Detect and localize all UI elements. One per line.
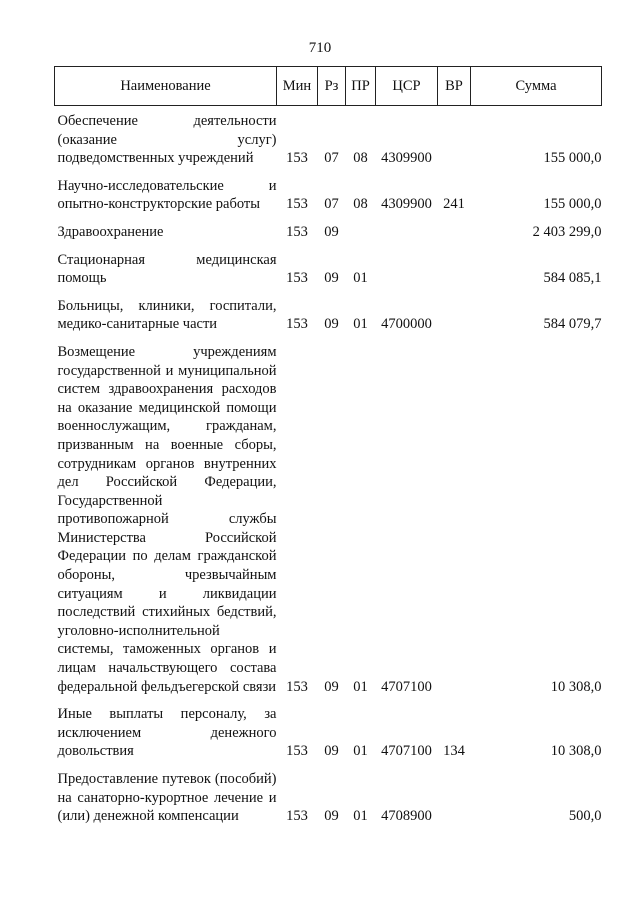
cell-name: Предоставление путевок (пособий) на санаторно-курортное лечение и (или) денежной компенсации	[57, 771, 277, 825]
cell-min: 153	[286, 270, 308, 287]
cell-vr	[438, 297, 471, 343]
cell-csr	[376, 251, 438, 297]
cell-csr: 4708900	[381, 808, 432, 825]
cell-sum: 584 079,7	[543, 316, 602, 333]
cell-rz: 07	[324, 150, 339, 167]
table-row	[55, 177, 602, 223]
header-csr: ЦСР	[376, 67, 438, 106]
cell-pr: 08	[353, 196, 368, 213]
table-row	[55, 343, 602, 705]
cell-csr: 4700000	[381, 316, 432, 333]
cell-sum: 155 000,0	[543, 150, 602, 167]
cell-rz: 09	[324, 223, 339, 240]
cell-name: Иные выплаты персоналу, за исключением денежного довольствия	[57, 706, 277, 760]
cell-name: Научно-исследовательские и опытно-конструкторские работы	[57, 177, 277, 213]
cell-name: Возмещение учреждениям государственной и муниципальной систем здравоохранения расходов на оказание медицинской помощи военнослужащим, гражданам, призванным на военные сборы, сотрудникам органов внутренних дел Российской Федерации, Государственной противопожарной службы Министерства Российской Федерации по делам гражданской обороны, чрезвычайным ситуациям и ликвидации последствий стихийных бедствий, уголовно-исполнительной системы, таможенных органов и лицам начальствующего состава федеральной фельдъегерской связи	[57, 343, 277, 695]
table-row	[55, 251, 602, 297]
cell-rz: 09	[324, 808, 339, 825]
cell-csr	[376, 223, 438, 251]
table-row	[55, 297, 602, 343]
table-row	[55, 770, 602, 835]
cell-name: Больницы, клиники, госпитали, медико-санитарные части	[57, 297, 277, 333]
cell-csr: 4707100	[381, 743, 432, 760]
table-row	[55, 705, 602, 770]
cell-min: 153	[286, 196, 308, 213]
cell-name: Обеспечение деятельности (оказание услуг) подведомственных учреждений	[57, 113, 277, 167]
header-name: Наименование	[55, 67, 277, 106]
cell-pr: 01	[353, 316, 368, 333]
cell-pr: 01	[353, 808, 368, 825]
cell-csr: 4309900	[381, 150, 432, 167]
header-rz: Рз	[318, 67, 346, 106]
cell-vr	[438, 106, 471, 177]
cell-vr	[438, 251, 471, 297]
cell-rz: 09	[324, 270, 339, 287]
cell-pr: 08	[353, 150, 368, 167]
cell-pr: 01	[353, 270, 368, 287]
cell-sum: 155 000,0	[543, 196, 602, 213]
cell-sum: 2 403 299,0	[532, 223, 602, 240]
cell-rz: 07	[324, 196, 339, 213]
cell-csr: 4309900	[381, 196, 432, 213]
header-vr: ВР	[438, 67, 471, 106]
cell-pr: 01	[353, 743, 368, 760]
cell-sum: 10 308,0	[550, 743, 602, 760]
cell-vr: 134	[443, 743, 465, 760]
cell-csr: 4707100	[381, 678, 432, 695]
cell-pr: 01	[353, 678, 368, 695]
cell-min: 153	[286, 808, 308, 825]
cell-sum: 584 085,1	[543, 270, 602, 287]
cell-min: 153	[286, 743, 308, 760]
cell-name: Стационарная медицинская помощь	[57, 251, 277, 287]
table-row	[55, 223, 602, 251]
table-header-row	[55, 67, 602, 106]
table-row	[55, 106, 602, 177]
cell-vr: 241	[443, 196, 465, 213]
cell-vr	[438, 770, 471, 835]
cell-min: 153	[286, 316, 308, 333]
cell-vr	[438, 343, 471, 705]
cell-rz: 09	[324, 678, 339, 695]
cell-rz: 09	[324, 743, 339, 760]
cell-name: Здравоохранение	[57, 223, 164, 240]
cell-sum: 10 308,0	[550, 678, 602, 695]
cell-min: 153	[286, 223, 308, 240]
cell-rz: 09	[324, 316, 339, 333]
cell-min: 153	[286, 150, 308, 167]
cell-vr	[438, 223, 471, 251]
header-min: Мин	[277, 67, 318, 106]
cell-min: 153	[286, 678, 308, 695]
header-sum: Сумма	[471, 67, 602, 106]
header-pr: ПР	[346, 67, 376, 106]
page-number: 710	[308, 40, 332, 56]
budget-table	[54, 66, 602, 835]
cell-pr	[346, 223, 376, 251]
cell-sum: 500,0	[568, 808, 602, 825]
